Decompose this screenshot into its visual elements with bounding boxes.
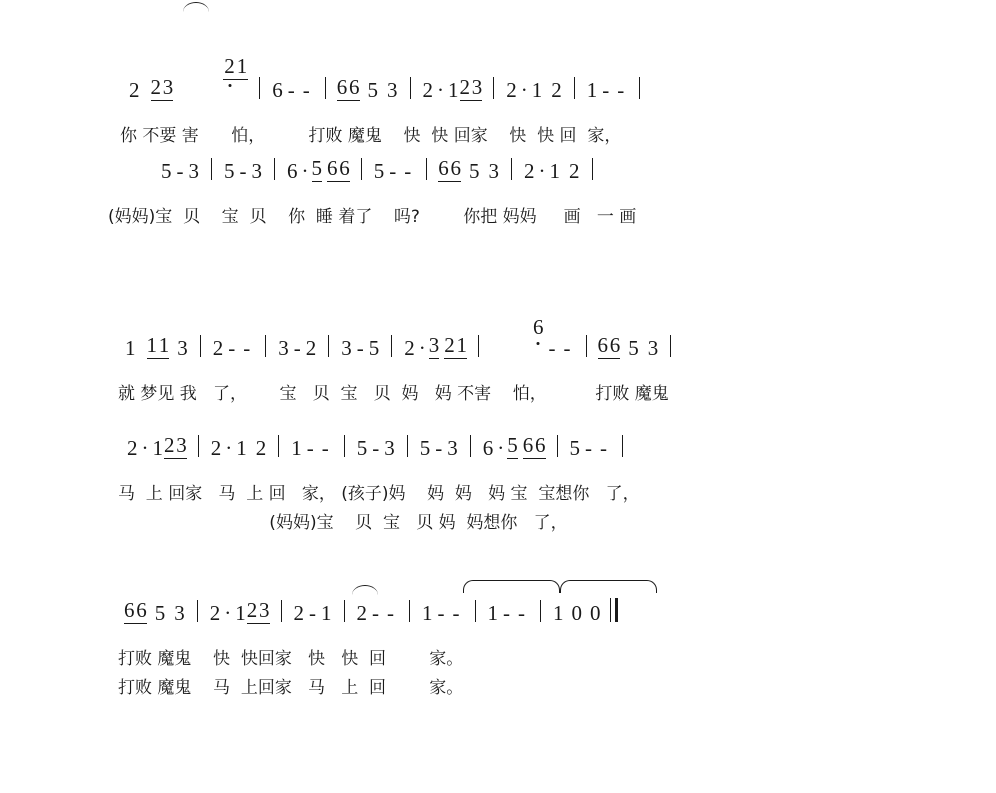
rest: 0 xyxy=(590,601,601,625)
note: 3 xyxy=(278,336,289,360)
note: 3 xyxy=(174,601,185,625)
system-2-lyrics-line-1: (妈妈)宝 贝 宝 贝 你 睡 着了 吗? 你把 妈妈 画 一 画 xyxy=(108,207,637,227)
barline xyxy=(281,600,282,622)
sustain-dash: - xyxy=(437,601,445,625)
sustain-dash: - xyxy=(602,78,610,102)
note: 2 xyxy=(212,336,224,360)
system-3-lyrics-line-1: 就 梦见 我 了， 宝 贝 宝 贝 妈 妈 不害 怕， 打败 魔鬼 xyxy=(118,384,669,404)
beamed-note: 5 xyxy=(311,156,322,180)
note: 2 xyxy=(404,336,415,360)
sustain-dash: - xyxy=(302,78,310,102)
beamed-notes: 6 6 xyxy=(438,156,462,180)
beamed-notes: 6 6 xyxy=(124,598,147,622)
beamed-notes: 6 6 xyxy=(336,75,360,99)
augmentation-dot: · xyxy=(497,436,505,460)
note: 3 xyxy=(251,159,262,183)
sustain-dash: - xyxy=(600,436,608,460)
sustain-dash: - xyxy=(372,436,380,460)
system-4 xyxy=(0,435,996,537)
augmentation-dot: · xyxy=(224,601,232,625)
note: 5 xyxy=(154,601,166,625)
note: 2 xyxy=(356,601,368,625)
barline xyxy=(410,77,411,99)
note: 5 xyxy=(368,336,380,360)
sustain-dash: - xyxy=(617,78,625,102)
note: 1 xyxy=(321,601,332,625)
note: 5 xyxy=(569,436,581,460)
barline xyxy=(391,335,392,357)
beamed-notes: 2 3 xyxy=(164,433,187,457)
note: 3 xyxy=(647,336,659,360)
barline xyxy=(670,335,671,357)
note: 1 xyxy=(531,78,543,102)
sustain-dash: - xyxy=(387,601,395,625)
beamed-note: 3 xyxy=(428,333,440,357)
system-5 xyxy=(0,598,996,702)
augmentation-dot: · xyxy=(437,78,445,102)
note: 1 xyxy=(236,436,247,460)
note: 2 xyxy=(210,436,222,460)
note: 2 xyxy=(209,601,221,625)
barline xyxy=(211,158,212,180)
beamed-note: 5 xyxy=(507,433,518,457)
note: 5 xyxy=(224,159,235,183)
system-4-lyrics-line-2: (妈妈)宝 贝 宝 贝 妈 妈想你 了， xyxy=(118,513,568,534)
note: 5 xyxy=(356,436,368,460)
tie-arc xyxy=(183,2,209,12)
system-5-lyrics-line-1: 打败 魔鬼 快 快回家 快 快 回 家。 xyxy=(118,649,464,669)
beamed-notes: 2 3 xyxy=(246,598,270,622)
augmentation-dot: · xyxy=(301,159,309,183)
beamed-notes: 6 6 xyxy=(522,433,546,457)
sustain-dash: - xyxy=(293,336,301,360)
note: 3 xyxy=(177,336,188,360)
note: 2 xyxy=(127,436,138,460)
note: 3 xyxy=(384,436,395,460)
system-3 xyxy=(0,296,996,408)
sustain-dash: - xyxy=(228,336,236,360)
note: 1 xyxy=(291,436,302,460)
augmentation-dot: · xyxy=(538,159,546,183)
sustain-dash: - xyxy=(563,336,571,360)
barline xyxy=(200,335,201,357)
note: 1 xyxy=(422,601,433,625)
barline xyxy=(198,435,199,457)
sustain-dash: - xyxy=(585,436,593,460)
augmentation-dot: · xyxy=(520,78,528,102)
tie-arc xyxy=(352,585,378,595)
note: 1 xyxy=(125,336,136,360)
note: 3 xyxy=(488,159,500,183)
note: 1 xyxy=(152,436,163,460)
barline xyxy=(557,435,558,457)
phrase-bracket xyxy=(463,580,560,593)
note: 5 xyxy=(469,159,480,183)
note: 2 xyxy=(255,436,267,460)
barline xyxy=(426,158,427,180)
note: 5 xyxy=(628,336,639,360)
phrase-bracket xyxy=(560,580,657,593)
barline xyxy=(259,77,260,99)
barline xyxy=(639,77,640,99)
barline xyxy=(511,158,512,180)
note: 3 xyxy=(188,159,199,183)
note: 3 xyxy=(341,336,352,360)
barline xyxy=(361,158,362,180)
sustain-dash: - xyxy=(243,336,251,360)
system-2 xyxy=(0,158,996,231)
note: 3 xyxy=(447,436,458,460)
note: 1 xyxy=(487,601,499,625)
note: 1 xyxy=(553,601,564,625)
note: 2 xyxy=(506,78,517,102)
barline xyxy=(328,335,329,357)
system-4-notation xyxy=(0,435,996,459)
sustain-dash: - xyxy=(452,601,460,625)
barline xyxy=(265,335,266,357)
sustain-dash: - xyxy=(287,78,295,102)
beamed-notes: 2 3 xyxy=(150,75,174,99)
sustain-dash: - xyxy=(389,159,397,183)
note: 5 xyxy=(419,436,431,460)
sustain-dash: - xyxy=(306,436,314,460)
system-1 xyxy=(0,14,996,150)
beamed-notes: 2 1 xyxy=(444,333,468,357)
note: 2 xyxy=(293,601,305,625)
sustain-dash: - xyxy=(356,336,364,360)
sustain-dash: - xyxy=(239,159,247,183)
sustain-dash: - xyxy=(518,601,526,625)
barline xyxy=(592,158,593,180)
note-low-octave: 6 xyxy=(533,315,544,339)
sustain-dash: - xyxy=(372,601,380,625)
barline xyxy=(475,600,476,622)
system-5-notation xyxy=(0,598,996,624)
barline xyxy=(344,600,345,622)
note: 1 xyxy=(448,78,459,102)
system-2-notation xyxy=(0,158,996,182)
sustain-dash: - xyxy=(309,601,317,625)
sustain-dash: - xyxy=(503,601,511,625)
note: 1 xyxy=(586,78,598,102)
note: 6 xyxy=(482,436,494,460)
note: 2 xyxy=(129,78,140,102)
system-5-lyrics-line-2: 打败 魔鬼 马 上回家 马 上 回 家。 xyxy=(118,678,464,699)
barline xyxy=(407,435,408,457)
barline xyxy=(278,435,279,457)
sustain-dash: - xyxy=(435,436,443,460)
beamed-notes: 2 3 xyxy=(459,75,483,99)
sustain-dash: - xyxy=(548,336,556,360)
augmentation-dot: · xyxy=(225,436,233,460)
barline xyxy=(586,335,587,357)
beamed-notes: 1 1 xyxy=(146,333,170,357)
augmentation-dot: · xyxy=(141,436,149,460)
note: 5 xyxy=(161,159,172,183)
system-1-notation xyxy=(0,14,996,101)
rest: 0 xyxy=(571,601,583,625)
note: 1 xyxy=(235,601,246,625)
barline xyxy=(540,600,541,622)
note: 1 xyxy=(236,54,248,78)
beamed-notes xyxy=(223,56,248,80)
note: 2 xyxy=(305,336,317,360)
note-low-octave: 2 xyxy=(224,54,235,78)
note: 5 xyxy=(367,78,379,102)
barline xyxy=(409,600,410,622)
note: 2 xyxy=(524,159,535,183)
barline xyxy=(622,435,623,457)
beamed-notes: 6 6 xyxy=(597,333,621,357)
note: 3 xyxy=(387,78,398,102)
system-1-lyrics-line-1: 你 不要 害 怕， 打败 魔鬼 快 快 回家 快 快 回 家， xyxy=(120,126,622,146)
augmentation-dot: · xyxy=(418,336,426,360)
sustain-dash: - xyxy=(404,159,412,183)
note: 2 xyxy=(422,78,434,102)
note: 1 xyxy=(549,159,561,183)
note: 2 xyxy=(551,78,562,102)
system-3-notation xyxy=(0,296,996,359)
final-barline xyxy=(610,598,618,622)
barline xyxy=(325,77,326,99)
barline xyxy=(274,158,275,180)
beamed-notes: 6 6 xyxy=(327,156,350,180)
barline xyxy=(493,77,494,99)
barline xyxy=(344,435,345,457)
barline xyxy=(470,435,471,457)
sustain-dash: - xyxy=(321,436,329,460)
barline xyxy=(197,600,198,622)
system-4-lyrics-line-1: 马 上 回家 马 上 回 家， (孩子)妈 妈 妈 妈 宝 宝想你 了， xyxy=(118,484,640,504)
note: 5 xyxy=(373,159,385,183)
barline xyxy=(574,77,575,99)
note: 6 xyxy=(272,78,283,102)
barline xyxy=(478,335,479,357)
sustain-dash: - xyxy=(176,159,184,183)
note: 2 xyxy=(569,159,580,183)
note: 6 xyxy=(287,159,298,183)
